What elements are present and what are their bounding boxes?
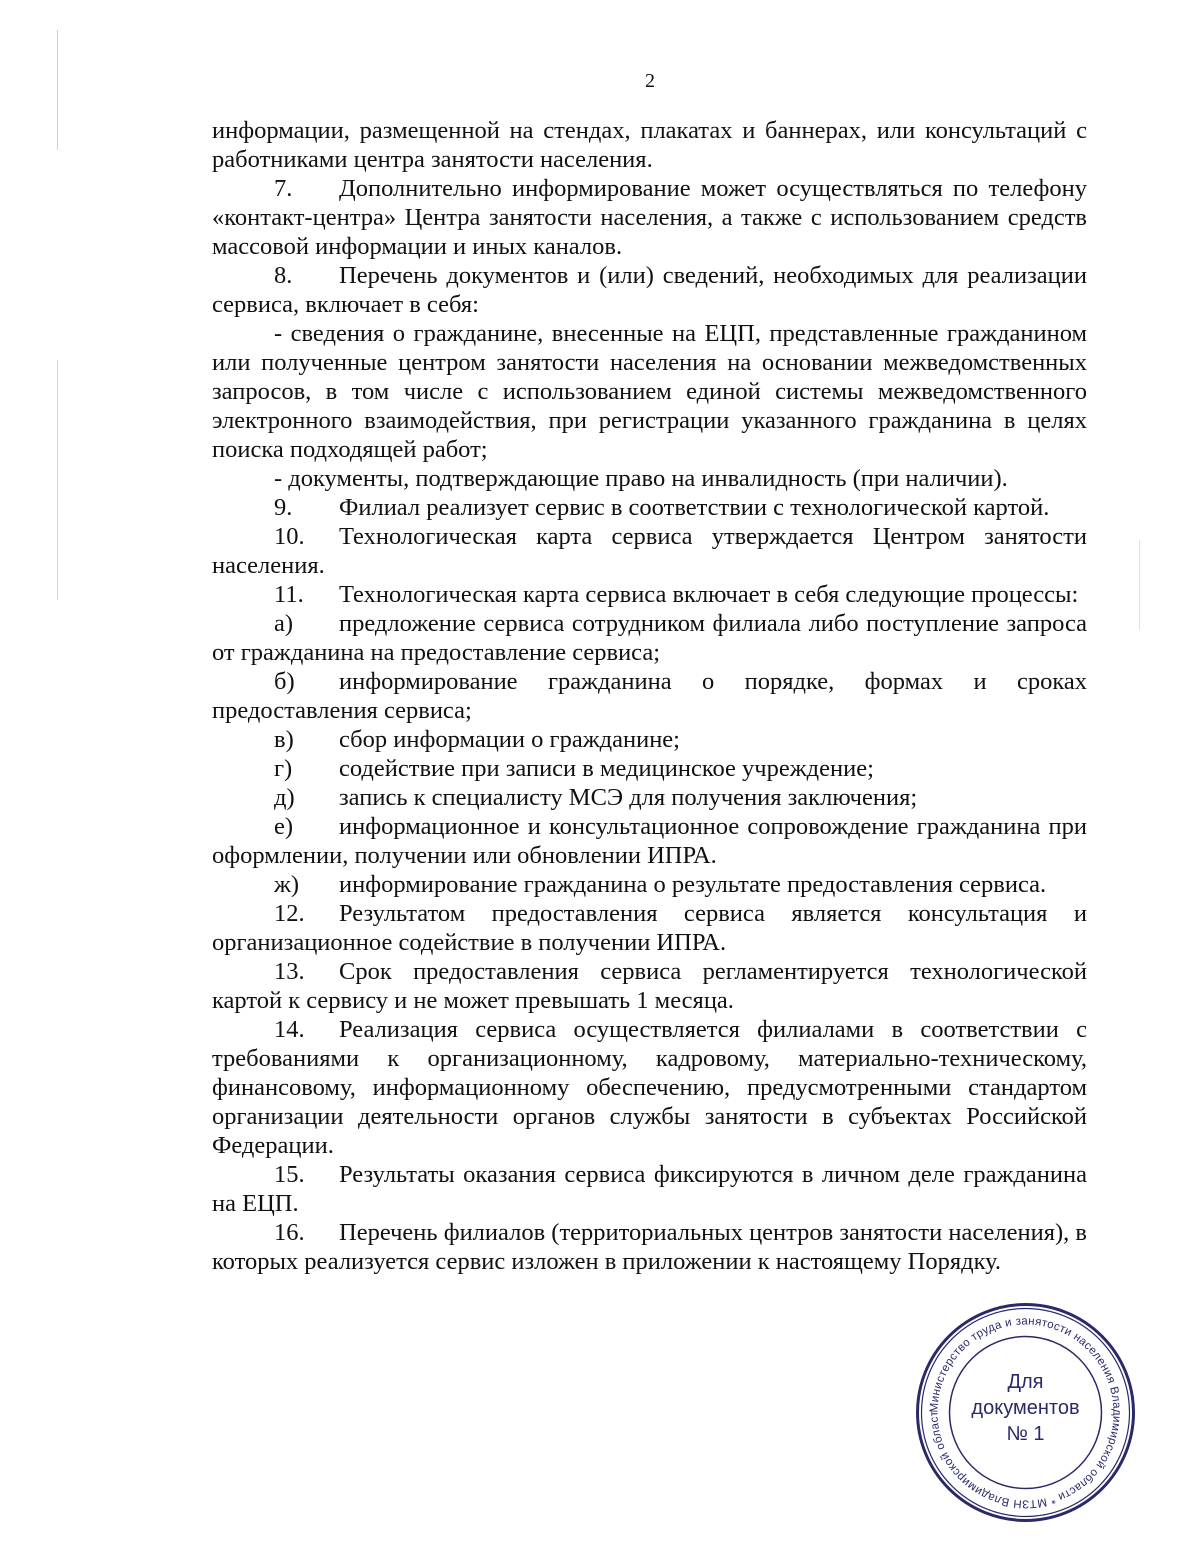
list-item [212, 812, 1087, 870]
paragraph-number: 15. [274, 1161, 305, 1188]
paragraph-text: Технологическая карта сервиса утверждается Центром занятости населения. [212, 523, 1087, 579]
paragraph-text: запись к специалисту МСЭ для получения заключения; [339, 784, 918, 811]
stamp-ring-text: Министерство труда и занятости населения Владимирской области * МТЗН Владимирской област [928, 1315, 1123, 1510]
numbered-paragraph [212, 1160, 1087, 1218]
paragraph-number: 10. [274, 523, 305, 550]
official-stamp [913, 1300, 1138, 1525]
numbered-paragraph [212, 1218, 1087, 1276]
numbered-paragraph [212, 957, 1087, 1015]
paragraph-text: Дополнительно информирование может осуществляться по телефону «контакт-центра» Центра занятости населения, а также с использованием средств массовой информации и иных каналов. [212, 175, 1087, 260]
page-number: 2 [645, 70, 655, 92]
numbered-paragraph [212, 899, 1087, 957]
numbered-paragraph [212, 261, 1087, 319]
paragraph-text: Результаты оказания сервиса фиксируются в личном деле гражданина на ЕЦП. [212, 1161, 1087, 1217]
paragraph-text: предложение сервиса сотрудником филиала либо поступление запроса от гражданина на предоставление сервиса; [212, 610, 1087, 666]
list-item [212, 870, 1087, 899]
list-item [212, 725, 1087, 754]
paragraph-text: информации, размещенной на стендах, плакатах и баннерах, или консультаций с работниками центра занятости населения. [212, 117, 1087, 173]
paragraph-text: информирование гражданина о результате предоставления сервиса. [339, 871, 1047, 898]
paragraph-text: содействие при записи в медицинское учреждение; [339, 755, 874, 782]
list-item-marker: в) [274, 726, 294, 753]
list-item-marker: г) [274, 755, 293, 782]
paragraph-text: - сведения о гражданине, внесенные на ЕЦП, представленные гражданином или полученные центром занятости населения на основании межведомственных запросов, в том числе с использованием единой системы межведомственного электронного взаимодействия, при регистрации указанного гражданина в целях поиска подходящей работ; [212, 320, 1087, 463]
list-item [212, 667, 1087, 725]
list-item-marker: б) [274, 668, 295, 695]
document-body [212, 116, 1087, 1276]
paragraph-text: Филиал реализует сервис в соответствии с технологической картой. [339, 494, 1050, 521]
paragraph-text: Результатом предоставления сервиса является консультация и организационное содействие в получении ИПРА. [212, 900, 1087, 956]
numbered-paragraph [212, 1015, 1087, 1160]
numbered-paragraph [212, 580, 1087, 609]
paragraph-text: Перечень филиалов (территориальных центров занятости населения), в которых реализуется сервис изложен в приложении к настоящему Порядку. [212, 1219, 1087, 1275]
paragraph-text: сбор информации о гражданине; [339, 726, 680, 753]
list-item-marker: ж) [274, 871, 300, 898]
stamp-line-1: Для [1007, 1371, 1044, 1393]
list-item [212, 609, 1087, 667]
paragraph-text: информирование гражданина о порядке, формах и сроках предоставления сервиса; [212, 668, 1087, 724]
numbered-paragraph [212, 493, 1087, 522]
paragraph-text: Срок предоставления сервиса регламентируется технологической картой к сервису и не может превышать 1 месяца. [212, 958, 1087, 1014]
paragraph-text: Технологическая карта сервиса включает в себя следующие процессы: [339, 581, 1079, 608]
paragraph-number: 11. [274, 581, 304, 608]
paragraph-text: информационное и консультационное сопровождение гражданина при оформлении, получении или обновлении ИПРА. [212, 813, 1087, 869]
paragraph-number: 12. [274, 900, 305, 927]
paragraph-number: 16. [274, 1219, 305, 1246]
list-item-marker: д) [274, 784, 295, 811]
paragraph-number: 9. [274, 494, 293, 521]
paragraph-text: - документы, подтверждающие право на инвалидность (при наличии). [274, 465, 1008, 492]
stamp-line-2: документов [971, 1397, 1080, 1419]
numbered-paragraph [212, 174, 1087, 261]
list-item [212, 783, 1087, 812]
paragraph [212, 464, 1087, 493]
paragraph-number: 13. [274, 958, 305, 985]
stamp-line-3: № 1 [1006, 1423, 1045, 1445]
numbered-paragraph [212, 522, 1087, 580]
paragraph [212, 319, 1087, 464]
paragraph-number: 8. [274, 262, 293, 289]
scan-edge-line-right [1139, 540, 1140, 630]
paragraph-number: 14. [274, 1016, 305, 1043]
paragraph-number: 7. [274, 175, 293, 202]
list-item [212, 754, 1087, 783]
paragraph [212, 116, 1087, 174]
scan-edge-line-left [57, 360, 58, 600]
list-item-marker: е) [274, 813, 294, 840]
stamp-seal-icon [913, 1300, 1138, 1525]
paragraph-text: Реализация сервиса осуществляется филиалами в соответствии с требованиями к организационному, кадровому, материально-техническому, финансовому, информационному обеспечению, предусмотренными стандартом организации деятельности органов службы занятости в субъектах Российской Федерации. [212, 1016, 1087, 1159]
list-item-marker: а) [274, 610, 294, 637]
paragraph-text: Перечень документов и (или) сведений, необходимых для реализации сервиса, включает в себя: [212, 262, 1087, 318]
